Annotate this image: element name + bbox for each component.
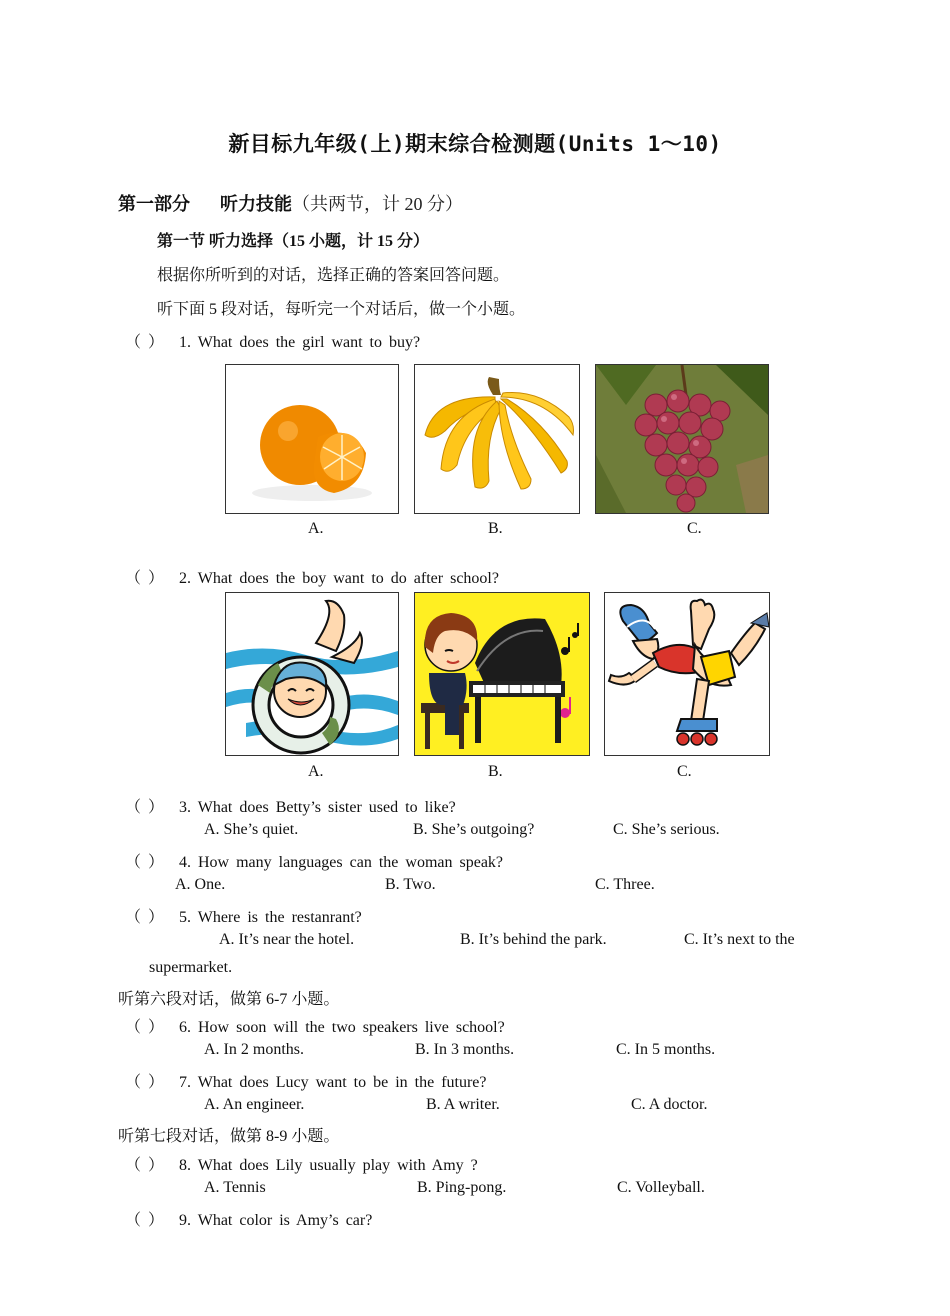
option-b-label: B.: [488, 763, 503, 780]
section-heading: 第一节 听力选择（15 小题，计 15 分）: [157, 233, 430, 250]
question-text: 8. What does Lily usually play with Amy ?: [179, 1157, 478, 1174]
answer-paren[interactable]: （ ）: [125, 854, 165, 871]
orange-icon: [226, 365, 398, 513]
option-c[interactable]: C. She’s serious.: [613, 821, 720, 838]
swimming-icon: [226, 593, 398, 755]
part-heading: [118, 190, 463, 216]
option-b[interactable]: B. Ping-pong.: [417, 1179, 507, 1196]
dialog-6-heading: 听第六段对话，做第 6-7 小题。: [118, 991, 340, 1008]
option-c[interactable]: C. It’s next to the: [684, 931, 795, 948]
question-text: 9. What color is Amy’s car?: [179, 1212, 373, 1229]
skating-icon: [605, 593, 769, 755]
option-b-label: B.: [488, 520, 503, 537]
option-c-continued: supermarket.: [149, 959, 233, 976]
answer-paren[interactable]: （ ）: [125, 1019, 165, 1036]
option-a[interactable]: A. It’s near the hotel.: [219, 931, 355, 948]
page-title: 新目标九年级(上)期末综合检测题(Units 1～10): [228, 132, 722, 156]
option-c[interactable]: C. Three.: [595, 876, 655, 893]
option-c-label: C.: [687, 520, 702, 537]
question-5: [125, 904, 362, 927]
option-b[interactable]: B. A writer.: [426, 1096, 500, 1113]
question-2: [125, 565, 499, 588]
question-text: 3. What does Betty’s sister used to like?: [179, 799, 456, 816]
question-3: [125, 794, 456, 817]
option-c[interactable]: C. A doctor.: [631, 1096, 708, 1113]
option-b[interactable]: B. It’s behind the park.: [460, 931, 607, 948]
option-b-image[interactable]: [414, 364, 580, 514]
option-b-image[interactable]: [414, 592, 590, 756]
question-text: 2. What does the boy want to do after school?: [179, 570, 499, 587]
question-1: [125, 329, 420, 352]
option-a[interactable]: A. An engineer.: [204, 1096, 305, 1113]
option-c-label: C.: [677, 763, 692, 780]
option-a-label: A.: [308, 763, 324, 780]
instruction-2: 听下面 5 段对话，每听完一个对话后，做一个小题。: [157, 301, 526, 318]
option-c[interactable]: C. In 5 months.: [616, 1041, 716, 1058]
option-b[interactable]: B. Two.: [385, 876, 436, 893]
option-a[interactable]: A. One.: [175, 876, 226, 893]
question-text: 1. What does the girl want to buy?: [179, 334, 421, 351]
option-c-image[interactable]: [604, 592, 770, 756]
instruction-1: 根据你所听到的对话，选择正确的答案回答问题。: [157, 267, 510, 284]
question-7: [125, 1069, 487, 1092]
grapes-icon: [596, 365, 768, 513]
option-a-image[interactable]: [225, 592, 399, 756]
question-text: 5. Where is the restanrant?: [179, 909, 362, 926]
option-a-image[interactable]: [225, 364, 399, 514]
answer-paren[interactable]: （ ）: [125, 1212, 165, 1229]
answer-paren[interactable]: （ ）: [125, 909, 165, 926]
piano-icon: [415, 593, 589, 755]
option-c-image[interactable]: [595, 364, 769, 514]
part-note: （共两节，计 20 分）: [292, 194, 463, 214]
question-text: 6. How soon will the two speakers live school?: [179, 1019, 505, 1036]
option-b[interactable]: B. In 3 months.: [415, 1041, 515, 1058]
question-text: 4. How many languages can the woman speak?: [179, 854, 504, 871]
answer-paren[interactable]: （ ）: [125, 570, 165, 587]
question-text: 7. What does Lucy want to be in the future?: [179, 1074, 487, 1091]
option-a-label: A.: [308, 520, 324, 537]
question-8: [125, 1152, 478, 1175]
question-6: [125, 1014, 505, 1037]
answer-paren[interactable]: （ ）: [125, 1074, 165, 1091]
option-a[interactable]: A. She’s quiet.: [204, 821, 299, 838]
option-b[interactable]: B. She’s outgoing?: [413, 821, 535, 838]
part-label: 第一部分: [118, 194, 190, 215]
answer-paren[interactable]: （ ）: [125, 334, 165, 351]
part-name: 听力技能: [220, 194, 292, 215]
option-c[interactable]: C. Volleyball.: [617, 1179, 705, 1196]
option-a[interactable]: A. Tennis: [204, 1179, 266, 1196]
answer-paren[interactable]: （ ）: [125, 799, 165, 816]
question-9: [125, 1207, 372, 1230]
answer-paren[interactable]: （ ）: [125, 1157, 165, 1174]
option-a[interactable]: A. In 2 months.: [204, 1041, 304, 1058]
question-4: [125, 849, 503, 872]
banana-icon: [415, 365, 579, 513]
dialog-7-heading: 听第七段对话，做第 8-9 小题。: [118, 1128, 340, 1145]
